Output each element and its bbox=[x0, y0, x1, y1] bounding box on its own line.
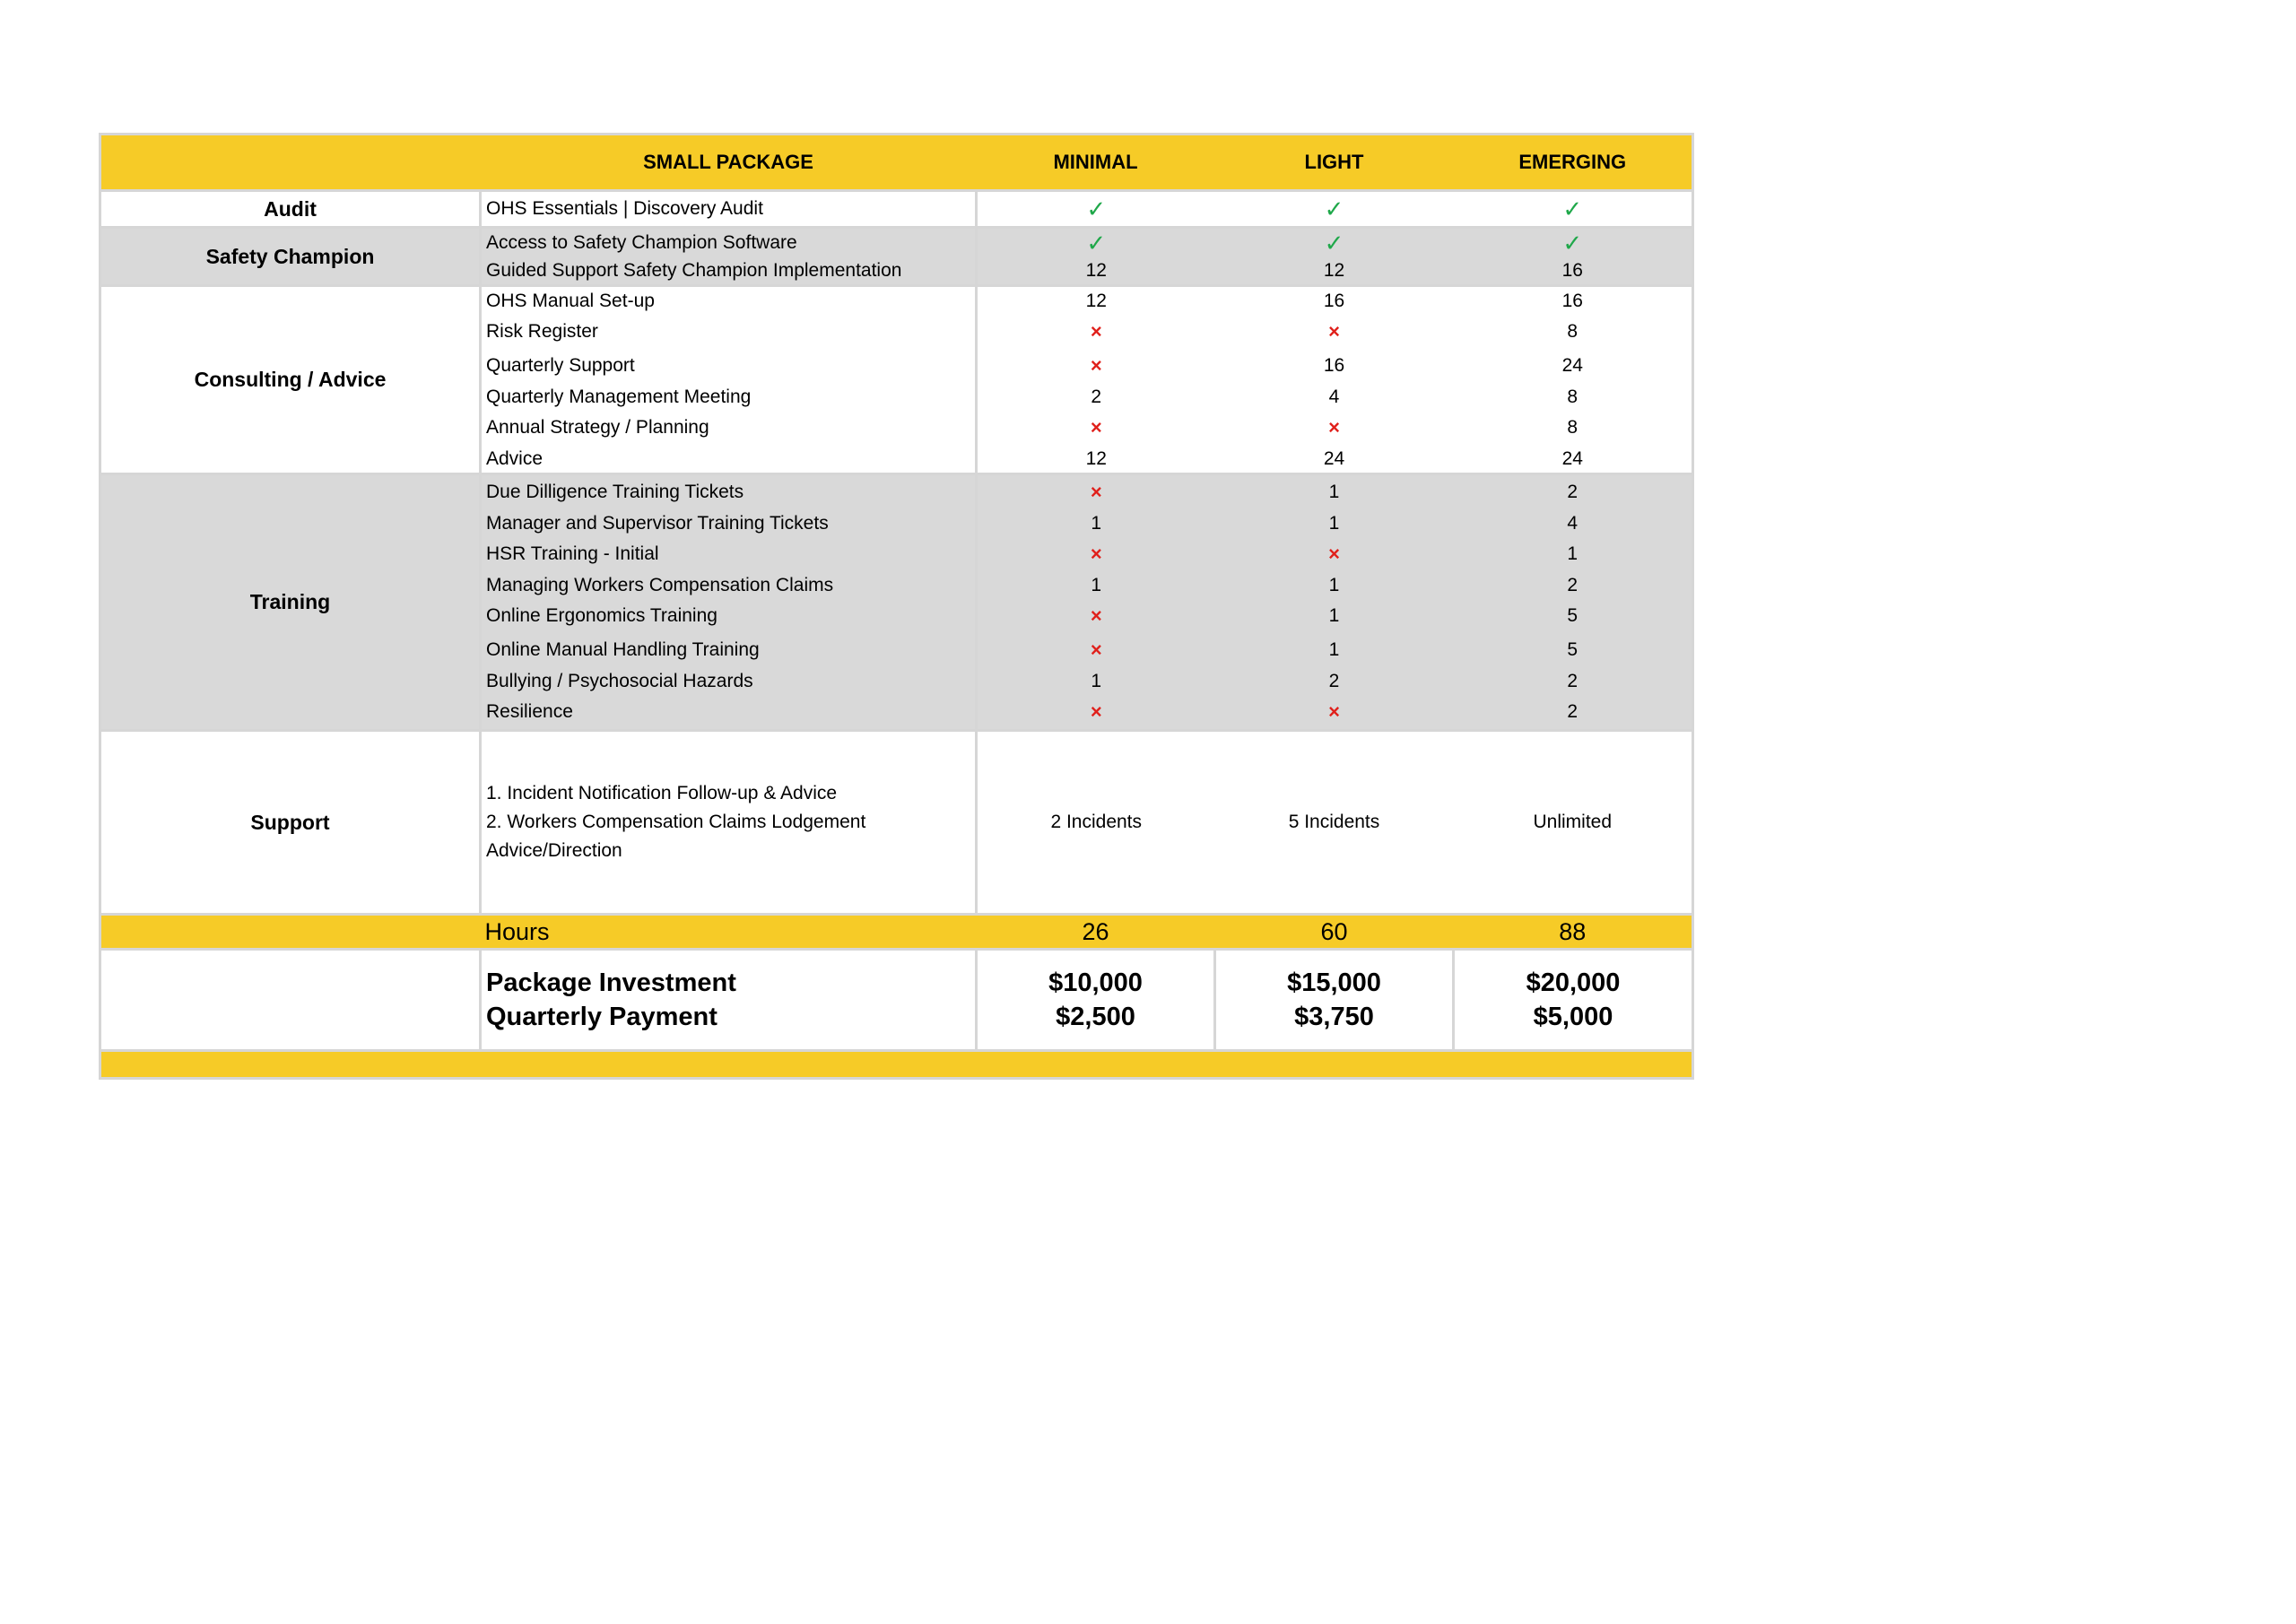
item-label: Bullying / Psychosocial Hazards bbox=[481, 667, 977, 695]
value-cell: 16 bbox=[1454, 256, 1693, 286]
footer-bar bbox=[100, 1051, 1693, 1079]
header-tier-light: LIGHT bbox=[1215, 135, 1454, 191]
cross-icon: × bbox=[977, 349, 1215, 383]
value-cell: 1 bbox=[977, 571, 1215, 599]
pricing-table bbox=[99, 133, 1694, 1080]
cross-icon: × bbox=[977, 315, 1215, 349]
value-cell: 24 bbox=[1454, 349, 1693, 383]
value-cell: 2 bbox=[1454, 667, 1693, 695]
item-label: Quarterly Support bbox=[481, 349, 977, 383]
hours-minimal: 26 bbox=[977, 915, 1215, 950]
value-cell: 12 bbox=[977, 445, 1215, 474]
item-label: Online Ergonomics Training bbox=[481, 599, 977, 633]
value-cell: 1 bbox=[977, 509, 1215, 537]
quarterly-payment-label: Quarterly Payment bbox=[486, 1003, 718, 1031]
cross-icon: × bbox=[1215, 695, 1454, 731]
group-label-consulting: Consulting / Advice bbox=[100, 286, 481, 474]
value-cell: 12 bbox=[1215, 256, 1454, 286]
item-label: Guided Support Safety Champion Implementation bbox=[481, 256, 977, 286]
support-value-emerging: Unlimited bbox=[1454, 731, 1693, 915]
item-label: HSR Training - Initial bbox=[481, 537, 977, 571]
footer-band bbox=[100, 1051, 1693, 1079]
check-icon: ✓ bbox=[977, 228, 1215, 257]
support-description bbox=[481, 731, 977, 915]
value-cell: 8 bbox=[1454, 315, 1693, 349]
item-label: OHS Manual Set-up bbox=[481, 286, 977, 316]
investment-minimal bbox=[977, 950, 1215, 1051]
price-value: $15,000 bbox=[1287, 968, 1381, 997]
support-row bbox=[100, 731, 1693, 915]
value-cell: 1 bbox=[977, 667, 1215, 695]
value-cell: 16 bbox=[1215, 349, 1454, 383]
hours-blank bbox=[100, 915, 481, 950]
check-icon: ✓ bbox=[1454, 228, 1693, 257]
value-cell: 4 bbox=[1215, 383, 1454, 411]
price-value: $20,000 bbox=[1526, 968, 1621, 997]
support-line: 2. Workers Compensation Claims Lodgement bbox=[486, 812, 866, 832]
item-label: Risk Register bbox=[481, 315, 977, 349]
item-label: Access to Safety Champion Software bbox=[481, 228, 977, 257]
item-label: Manager and Supervisor Training Tickets bbox=[481, 509, 977, 537]
value-cell: 24 bbox=[1454, 445, 1693, 474]
item-label: Advice bbox=[481, 445, 977, 474]
value-cell: 1 bbox=[1215, 633, 1454, 667]
value-cell: 16 bbox=[1215, 286, 1454, 316]
value-cell: 2 bbox=[977, 383, 1215, 411]
investment-blank bbox=[100, 950, 481, 1051]
cross-icon: × bbox=[1215, 411, 1454, 445]
investment-row bbox=[100, 950, 1693, 1051]
value-cell: 8 bbox=[1454, 411, 1693, 445]
header-package-label: SMALL PACKAGE bbox=[481, 135, 977, 191]
value-cell: 1 bbox=[1215, 571, 1454, 599]
value-cell: 2 bbox=[1454, 695, 1693, 731]
value-cell: 12 bbox=[977, 286, 1215, 316]
hours-row bbox=[100, 915, 1693, 950]
header-blank bbox=[100, 135, 481, 191]
value-cell: 12 bbox=[977, 256, 1215, 286]
value-cell: 1 bbox=[1215, 474, 1454, 510]
training-row bbox=[100, 474, 1693, 510]
cross-icon: × bbox=[977, 411, 1215, 445]
quarterly-value: $3,750 bbox=[1294, 1003, 1374, 1031]
header-tier-minimal: MINIMAL bbox=[977, 135, 1215, 191]
audit-row bbox=[100, 191, 1693, 228]
consulting-row bbox=[100, 286, 1693, 316]
quarterly-value: $5,000 bbox=[1533, 1003, 1613, 1031]
value-cell: 4 bbox=[1454, 509, 1693, 537]
hours-emerging: 88 bbox=[1454, 915, 1693, 950]
header-row bbox=[100, 135, 1693, 191]
investment-labels bbox=[481, 950, 977, 1051]
item-label: Due Dilligence Training Tickets bbox=[481, 474, 977, 510]
check-icon: ✓ bbox=[1215, 228, 1454, 257]
hours-light: 60 bbox=[1215, 915, 1454, 950]
check-icon: ✓ bbox=[977, 191, 1215, 228]
item-label: OHS Essentials | Discovery Audit bbox=[481, 191, 977, 228]
cross-icon: × bbox=[977, 695, 1215, 731]
value-cell: 1 bbox=[1454, 537, 1693, 571]
quarterly-value: $2,500 bbox=[1056, 1003, 1135, 1031]
cross-icon: × bbox=[977, 599, 1215, 633]
group-label-support: Support bbox=[100, 731, 481, 915]
pricing-sheet bbox=[99, 133, 1692, 1080]
value-cell: 8 bbox=[1454, 383, 1693, 411]
value-cell: 1 bbox=[1215, 599, 1454, 633]
check-icon: ✓ bbox=[1215, 191, 1454, 228]
group-label-safety-champion: Safety Champion bbox=[100, 228, 481, 286]
group-label-training: Training bbox=[100, 474, 481, 731]
check-icon: ✓ bbox=[1454, 191, 1693, 228]
header-tier-emerging: EMERGING bbox=[1454, 135, 1693, 191]
cross-icon: × bbox=[1215, 315, 1454, 349]
value-cell: 24 bbox=[1215, 445, 1454, 474]
cross-icon: × bbox=[977, 474, 1215, 510]
package-investment-label: Package Investment bbox=[486, 968, 736, 997]
support-value-light: 5 Incidents bbox=[1215, 731, 1454, 915]
price-value: $10,000 bbox=[1048, 968, 1143, 997]
value-cell: 1 bbox=[1215, 509, 1454, 537]
group-label-audit: Audit bbox=[100, 191, 481, 228]
support-value-minimal: 2 Incidents bbox=[977, 731, 1215, 915]
item-label: Quarterly Management Meeting bbox=[481, 383, 977, 411]
cross-icon: × bbox=[1215, 537, 1454, 571]
value-cell: 5 bbox=[1454, 633, 1693, 667]
investment-emerging bbox=[1454, 950, 1693, 1051]
cross-icon: × bbox=[977, 537, 1215, 571]
hours-label: Hours bbox=[481, 915, 977, 950]
support-line: Advice/Direction bbox=[486, 840, 622, 861]
item-label: Online Manual Handling Training bbox=[481, 633, 977, 667]
value-cell: 2 bbox=[1454, 571, 1693, 599]
item-label: Resilience bbox=[481, 695, 977, 731]
investment-light bbox=[1215, 950, 1454, 1051]
value-cell: 5 bbox=[1454, 599, 1693, 633]
support-line: 1. Incident Notification Follow-up & Advice bbox=[486, 783, 838, 803]
cross-icon: × bbox=[977, 633, 1215, 667]
value-cell: 2 bbox=[1454, 474, 1693, 510]
item-label: Annual Strategy / Planning bbox=[481, 411, 977, 445]
item-label: Managing Workers Compensation Claims bbox=[481, 571, 977, 599]
value-cell: 16 bbox=[1454, 286, 1693, 316]
value-cell: 2 bbox=[1215, 667, 1454, 695]
safety-row bbox=[100, 228, 1693, 257]
